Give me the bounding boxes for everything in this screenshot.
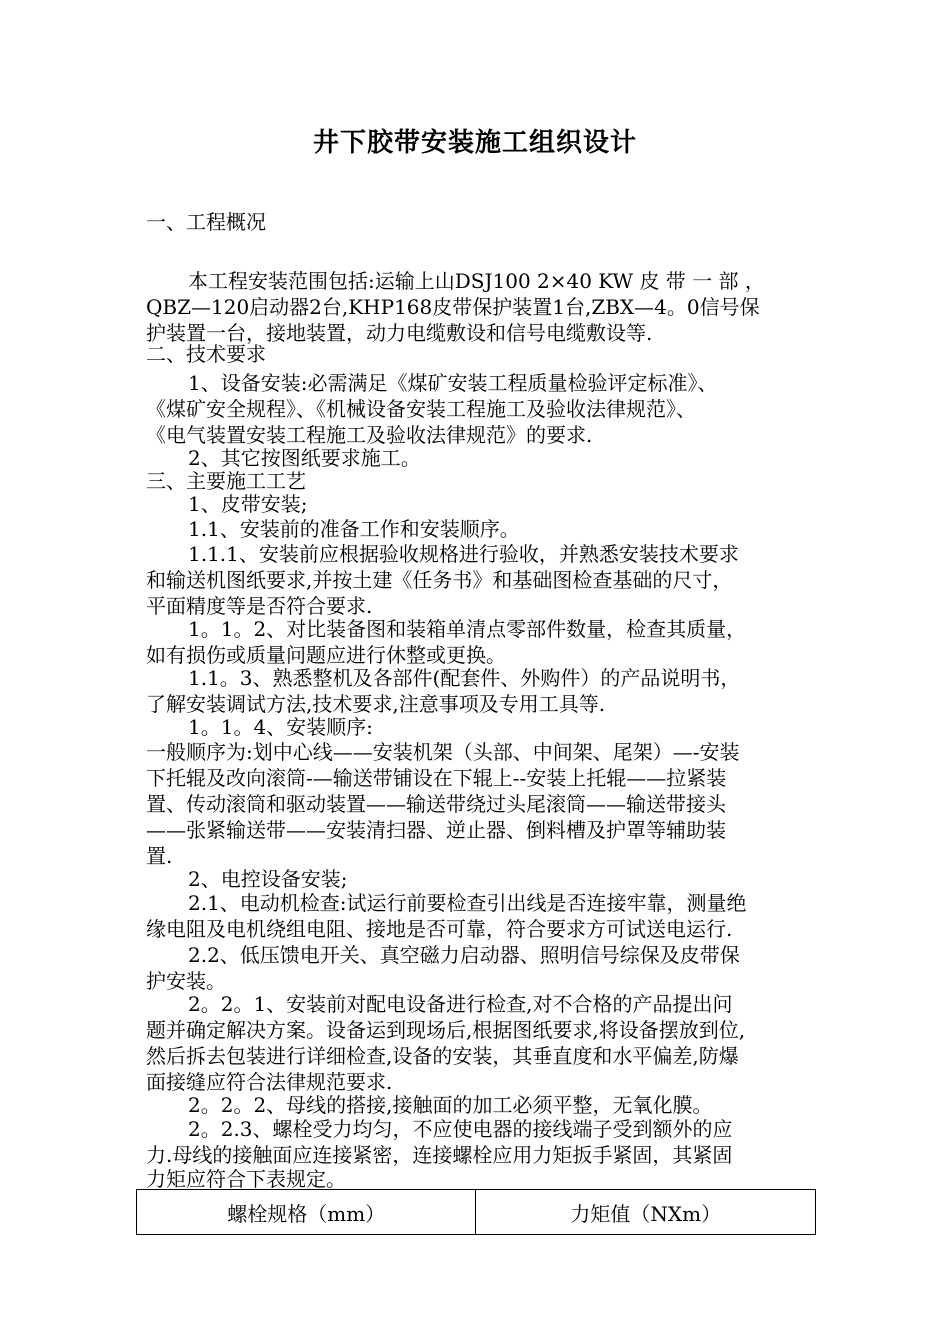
torque-table bbox=[136, 1189, 816, 1235]
paragraph-line: 2。2。2、母线的搭接,接触面的加工必须平整，无氧化膜。 bbox=[188, 1093, 713, 1117]
paragraph-line: 护安装。 bbox=[146, 969, 226, 993]
paragraph-line: 题并确定解决方案。设备运到现场后,根据图纸要求,将设备摆放到位, bbox=[146, 1018, 746, 1042]
paragraph-line: 1.1。3、熟悉整机及各部件(配套件、外购件）的产品说明书， bbox=[188, 666, 741, 690]
paragraph-line: 2、其它按图纸要求施工。 bbox=[188, 446, 421, 470]
paragraph-line: 和输送机图纸要求,并按土建《任务书》和基础图检查基础的尺寸， bbox=[146, 568, 733, 592]
document-title: 井下胶带安装施工组织设计 bbox=[312, 128, 637, 158]
paragraph-line: 置、传动滚筒和驱动装置——输送带绕过头尾滚筒——输送带接头 bbox=[146, 792, 726, 816]
paragraph-line: QBZ—120启动器2台,KHP168皮带保护装置1台,ZBX—4。0信号保 bbox=[146, 295, 760, 319]
paragraph-line: 了解安装调试方法,技术要求,注意事项及专用工具等. bbox=[146, 692, 606, 716]
paragraph-line: 护装置一台，接地装置，动力电缆敷设和信号电缆敷设等. bbox=[146, 321, 653, 345]
paragraph-line: 1.1.1、安装前应根据验收规格进行验收，并熟悉安装技术要求 bbox=[188, 542, 739, 566]
table-header-torque: 力矩值（NXm） bbox=[476, 1190, 816, 1235]
paragraph-line: ——张紧输送带——安装清扫器、逆止器、倒料槽及护罩等辅助装 bbox=[146, 818, 726, 842]
section-heading-requirements: 二、技术要求 bbox=[146, 342, 266, 366]
paragraph-line: 1.1、安装前的准备工作和安装顺序。 bbox=[188, 517, 520, 541]
paragraph-line: 1。1。2、对比装备图和装箱单清点零部件数量，检查其质量， bbox=[188, 617, 747, 641]
paragraph-line: 2、电控设备安装; bbox=[188, 867, 348, 891]
paragraph-line: 力.母线的接触面应连接紧密，连接螺栓应用力矩扳手紧固，其紧固 bbox=[146, 1143, 733, 1167]
paragraph-line: 缘电阻及电机绕组电阻、接地是否可靠，符合要求方可试送电运行. bbox=[146, 917, 733, 941]
paragraph-line: 置. bbox=[146, 844, 173, 868]
paragraph-line: 力矩应符合下表规定。 bbox=[146, 1167, 346, 1191]
paragraph-line: 一般顺序为:划中心线——安装机架（头部、中间架、尾架）—-安装 bbox=[146, 740, 740, 764]
paragraph-line: 2.1、电动机检查:试运行前要检查引出线是否连接牢靠，测量绝 bbox=[188, 891, 747, 915]
paragraph-line: 《电气装置安装工程施工及验收法律规范》的要求. bbox=[146, 423, 593, 447]
section-heading-overview: 一、工程概况 bbox=[146, 210, 266, 234]
table-header-row bbox=[137, 1190, 816, 1235]
paragraph-line: 然后拆去包装进行详细检查,设备的安装，其垂直度和水平偏差,防爆 bbox=[146, 1044, 739, 1068]
paragraph-line: 平面精度等是否符合要求. bbox=[146, 594, 373, 618]
paragraph-line: 1、皮带安装; bbox=[188, 492, 308, 516]
paragraph-line: 面接缝应符合法律规范要求. bbox=[146, 1070, 393, 1094]
paragraph-line: 下托辊及改向滚筒-—输送带铺设在下辊上--安装上托辊——拉紧装 bbox=[146, 766, 727, 790]
paragraph-line: 1。1。4、安装顺序: bbox=[188, 715, 373, 739]
section-heading-process: 三、主要施工工艺 bbox=[146, 469, 306, 493]
paragraph-line: 2。2。1、安装前对配电设备进行检查,对不合格的产品提出问 bbox=[188, 992, 733, 1016]
paragraph-line: 2.2、低压馈电开关、真空磁力启动器、照明信号综保及皮带保 bbox=[188, 943, 740, 967]
paragraph-line: 本工程安装范围包括:运输上山DSJ100 2×40 KW 皮 带 一 部 ， bbox=[188, 269, 765, 293]
table-header-bolt-size: 螺栓规格（mm） bbox=[137, 1190, 476, 1235]
paragraph-line: 1、设备安装:必需满足《煤矿安装工程质量检验评定标准》、 bbox=[188, 371, 718, 395]
paragraph-line: 2。2.3、螺栓受力均匀，不应使电器的接线端子受到额外的应 bbox=[188, 1117, 733, 1141]
paragraph-line: 《煤矿安全规程》、《机械设备安装工程施工及验收法律规范》、 bbox=[146, 397, 696, 421]
paragraph-line: 如有损伤或质量问题应进行休整或更换。 bbox=[146, 643, 506, 667]
